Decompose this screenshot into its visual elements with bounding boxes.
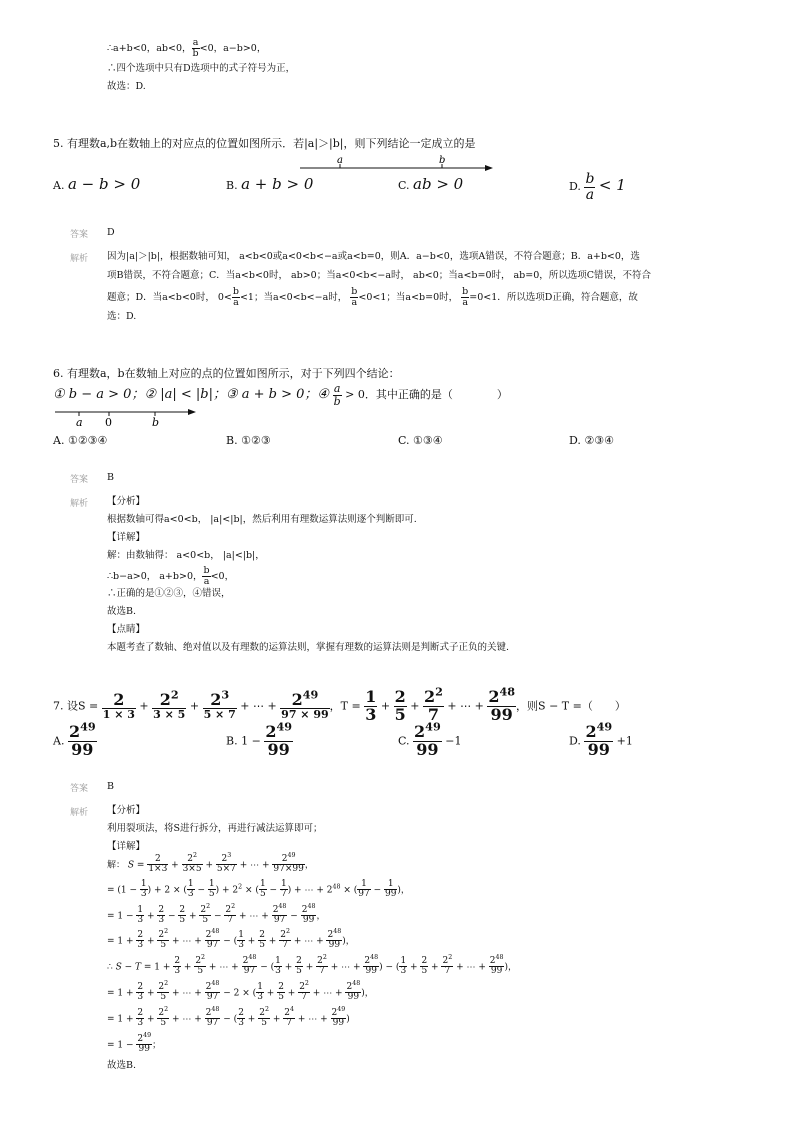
q5-analysis-line4: 选：D.	[107, 311, 137, 322]
q7-analysis-label: 解析	[70, 808, 89, 818]
q6-axis-a: a	[76, 416, 83, 429]
q7-step4: = 1 + $\frac{2}{3}$ + $\frac{2^2}{5}$ + ⋯ + $\frac{2^{48}}{97}$ − ( $\frac{1}{3}$ + $\frac{2}{5}$ + $\frac{2^2}{7}$ + ⋯ + $\frac{2^{48}}{99}$ )，	[107, 928, 355, 951]
q7-step6: = 1 + $\frac{2}{3}$ + $\frac{2^2}{5}$ + ⋯ + $\frac{2^{48}}{97}$ − 2 × ( $\frac{1}{3}$ + $\frac{2}{5}$ + $\frac{2^2}{7}$ + ⋯ + $\frac{2^{48}}{99}$ )，	[107, 980, 374, 1003]
q5-number-line	[298, 154, 498, 176]
q5-axis-a: a	[337, 155, 343, 166]
q5-option-d[interactable]: D. $\frac{b}{a}$ < 1	[569, 171, 626, 203]
q6-option-a[interactable]: A. ①②③④	[53, 434, 108, 447]
q7-option-a[interactable]: A. $\frac{2^{49}}{99}$	[53, 719, 96, 759]
q7-step8: = 1 − $\frac{2^{49}}{99}$ ；	[107, 1032, 162, 1055]
q7-final: 故选B.	[107, 1060, 137, 1071]
q5-option-a[interactable]: A. a − b > 0	[53, 175, 141, 193]
q6-stem: 6. 有理数a，b在数轴上对应的点的位置如图所示，对于下列四个结论：	[53, 367, 400, 380]
q4-conclusion-line2: ∴四个选项中只有D选项中的式子符号为正，	[107, 63, 296, 74]
q6-analysis-line3: 【详解】	[107, 532, 146, 543]
q6-analysis-line8: 【点睛】	[107, 624, 146, 635]
q7-step2: = (1 − $\frac{1}{3}$ ) + 2 × ( $\frac{1}{3}$ − $\frac{1}{5}$ ) + $2^2$ × ( $\frac{1}{5}$ − $\frac{1}{7}$ ) + ⋯ + $2^{48}$ × ( $\frac{1}{97}$ − $\frac{1}{99}$ )，	[107, 879, 410, 900]
q6-number-line	[53, 405, 203, 431]
q7-s-term1: $\frac{2}{1 \times 3}$	[102, 689, 135, 722]
q6-analysis-line5: ∴b−a>0， a+b>0， $\frac{b}{a}$ <0，	[107, 565, 235, 587]
q5-analysis-line3: 题意；D．当a<b<0时， 0< $\frac{b}{a}$ <1；当a<0<b<−a时， $\frac{b}{a}$ <0<1；当a<b=0时， $\frac{b}{a}$ =0<1．所以选项D正确，符合题意，故	[107, 286, 638, 308]
q7-step7: = 1 + $\frac{2}{3}$ + $\frac{2^2}{5}$ + ⋯ + $\frac{2^{48}}{97}$ − ( $\frac{2}{3}$ + $\frac{2^2}{5}$ + $\frac{2^4}{7}$ + ⋯ + $\frac{2^{49}}{99}$ )	[107, 1006, 350, 1029]
q6-analysis-label: 解析	[70, 499, 89, 509]
q6-axis-b: b	[152, 416, 160, 429]
q5-answer: D	[107, 227, 115, 238]
q7-step5: ∴ S − T = 1 + $\frac{2}{3}$ + $\frac{2^2}{5}$ + ⋯ + $\frac{2^{48}}{97}$ − ( $\frac{1}{3}$ + $\frac{2}{5}$ + $\frac{2^2}{7}$ + ⋯ + $\frac{2^{48}}{99}$ ) − ( $\frac{1}{3}$ + $\frac{2}{5}$ + $\frac{2^2}{7}$ + ⋯ + $\frac{2^{48}}{99}$ )，	[107, 954, 517, 977]
q6-statements: ① b − a > 0；② |a| < |b|；③ a + b > 0；④ $\frac{a}{b}$ > 0．其中正确的是（ ）	[53, 382, 508, 408]
q7-answer-label: 答案	[70, 784, 89, 794]
q5-stem: 5. 有理数a,b在数轴上的对应点的位置如图所示．若|a|＞|b|，则下列结论一定成立的是	[53, 137, 476, 150]
q6-analysis-line1: 【分析】	[107, 496, 146, 507]
q7-option-b[interactable]: B. 1 − $\frac{2^{49}}{99}$	[226, 719, 293, 759]
q6-option-c[interactable]: C. ①③④	[398, 434, 443, 447]
q7-stem: 7. 设S = $\frac{2}{1 \times 3}$ + $\frac{2^2}{3 \times 5}$ + $\frac{2^3}{5 \times 7}$ + ⋯ + $\frac{2^{49}}{97 \times 99}$ ，T = $\frac{1}{3}$ + $\frac{2}{5}$ + $\frac{2^2}{7}$ + ⋯ + $\frac{2^{48}}{99}$ ，则S − T =（ ）	[53, 684, 626, 724]
q5-option-c[interactable]: C. ab > 0	[398, 175, 464, 193]
q5-analysis-label: 解析	[70, 254, 89, 264]
q6-analysis-line4: 解：由数轴得： a<0<b， |a|<|b|，	[107, 550, 265, 561]
q6-analysis-line6: ∴正确的是①②③，④错误，	[107, 588, 231, 599]
q6-option-b[interactable]: B. ①②③	[226, 434, 271, 447]
q6-analysis-line9: 本题考查了数轴、绝对值以及有理数的运算法则，掌握有理数的运算法则是判断式子正负的关键.	[107, 642, 510, 653]
q7-analysis-line2: 利用裂项法，将S进行拆分，再进行减法运算即可；	[107, 823, 323, 834]
q7-analysis-line3: 【详解】	[107, 841, 146, 852]
q6-answer: B	[107, 472, 114, 483]
q6-analysis-line2: 根据数轴可得a<0<b， |a|<|b|，然后利用有理数运算法则逐个判断即可.	[107, 514, 417, 525]
q7-option-c[interactable]: C. $\frac{2^{49}}{99}$ −1	[398, 719, 462, 759]
q7-step1: 解： S = $\frac{2}{1\times 3}$ + $\frac{2^2}{3\times 5}$ + $\frac{2^3}{5\times 7}$ + ⋯ + $\frac{2^{49}}{97\times 99}$ ，	[107, 852, 314, 875]
q7-answer: B	[107, 781, 114, 792]
q5-answer-label: 答案	[70, 230, 89, 240]
q7-step3: = 1 − $\frac{1}{3}$ + $\frac{2}{3}$ − $\frac{2}{5}$ + $\frac{2^2}{5}$ − $\frac{2^2}{7}$ + ⋯ + $\frac{2^{48}}{97}$ − $\frac{2^{48}}{99}$ ，	[107, 903, 326, 926]
q7-analysis-line1: 【分析】	[107, 805, 146, 816]
q6-option-d[interactable]: D. ②③④	[569, 434, 615, 447]
q5-axis-b: b	[439, 155, 446, 166]
q4-conclusion-line3: 故选：D.	[107, 81, 146, 92]
q7-option-d[interactable]: D. $\frac{2^{49}}{99}$ +1	[569, 719, 633, 759]
q5-option-b[interactable]: B. a + b > 0	[226, 175, 314, 193]
q6-answer-label: 答案	[70, 475, 89, 485]
q4-conclusion-line1: ∴a+b<0，ab<0， $\frac{a}{b}$ <0，a−b>0，	[107, 37, 267, 59]
q6-axis-0: 0	[105, 416, 112, 429]
q5-analysis-line2: 项B错误，不符合题意；C．当a<b<0时， ab>0；当a<0<b<−a时， ab<0；当a<b=0时， ab=0，所以选项C错误，不符合	[107, 270, 652, 281]
q5-analysis-line1: 因为|a|＞|b|，根据数轴可知， a<b<0或a<0<b<−a或a<b=0，则A．a−b<0，选项A错误，不符合题意；B．a+b<0，选	[107, 251, 640, 262]
q6-analysis-line7: 故选B.	[107, 606, 137, 617]
